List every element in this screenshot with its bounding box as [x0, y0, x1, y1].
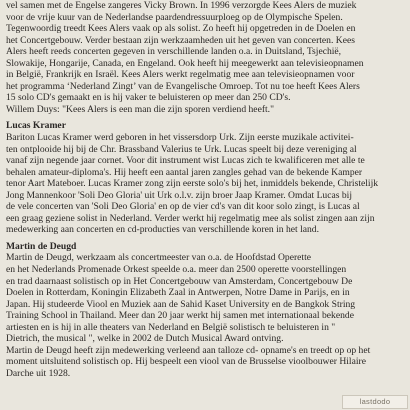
text-line: vel samen met de Engelse zangeres Vicky Brown. In 1996 verzorgde Kees Alers de muziek [6, 0, 357, 11]
text-line: 15 solo CD's gemaakt en is hij vaker te beluisteren op meer dan 250 CD's. [6, 92, 291, 104]
text-line: Martin de Deugd, werkzaam als concertmeester van o.a. de Hoofdstad Operette [6, 252, 312, 264]
text-line: Alers heeft reeds concerten gegeven in verschillende landen o.a. in Duitsland, Tsjechië, [6, 46, 342, 58]
section-martin-de-deugd [6, 241, 402, 380]
text-line: Doelen in Rotterdam, Koningin Elizabeth Zaal in Antwerpen, Notre Dame in Parijs, en in [6, 287, 350, 299]
text-line: behalen amateur-diploma's. Hij heeft een aantal jaren zangles gehad van de bekende Kamper [6, 166, 363, 178]
section-heading: Martin de Deugd [6, 240, 77, 252]
text-line: Martin de Deugd heeft zijn medewerking verleend aan talloze cd- opname's en treedt op op het [6, 344, 371, 356]
intro-paragraph [6, 0, 402, 115]
text-line: ten ontplooide hij bij de Chr. Brassband Valerius te Urk. Lucas speelt bij deze vereniging al [6, 143, 357, 155]
text-line: voor de vrije kuur van de Nederlandse paardendressuurploeg op de Olympische Spelen. [6, 11, 343, 23]
text-line: Dietrich, the musical ", welke in 2002 de Dutch Musical Award ontving. [6, 333, 284, 345]
text-line: Tegenwoordig treedt Kees Alers vaak op als solist. Zo heeft hij opgetreden in de Doelen en [6, 23, 356, 35]
text-line: Japan. Hij studeerde Viool en Muziek aan de Sahid Kaset University en de Bangkok String [6, 298, 356, 310]
text-line: vanaf zijn negende jaar cornet. Voor dit instrument wist Lucas zich te kwalificeren met alle te [6, 155, 365, 167]
text-line: moment uitsluitend solistisch op. Hij bespeelt een viool van de Brusselse vioolbouwer Hilaire [6, 356, 366, 368]
watermark-logo: lastdodo [342, 395, 408, 409]
text-line: tenor Aart Mateboer. Lucas Kramer zong zijn eerste solo's bij het, inmiddels bekende, Christelijk [6, 178, 379, 190]
text-line: Slowakije, Hongarije, Canada, en Engeland. Ook heeft hij meegewerkt aan televisieopnamen [6, 57, 364, 69]
quote-line: Willem Duys: "Kees Alers is een man die zijn sporen verdiend heeft." [6, 103, 275, 115]
text-line: artiesten en is hij in alle theaters van Nederland en België solistisch te beluisteren in " [6, 321, 336, 333]
section-heading: Lucas Kramer [6, 120, 66, 132]
text-line: het programma ‘Nederland Zingt’ van de Evangelische Omroep. Tot nu toe heeft Kees Alers [6, 80, 360, 92]
text-line: het Concertgebouw. Verder bestaan zijn werkzaamheden uit het geven van concerten. Kees [6, 34, 355, 46]
text-line: en het Nederlands Promenade Orkest speelde o.a. meer dan 2500 operette voorstellingen [6, 264, 347, 276]
document-text [6, 0, 402, 380]
text-line: Darche uit 1928. [6, 367, 71, 379]
text-line: een graag geziene solist in Nederland. Verder werkt hij regelmatig mee als solist zingen aan zijn [6, 212, 375, 224]
text-line: de vele concerten van 'Soli Deo Gloria' en op de vier cd's van dit koor solo zingt, is Lucas al [6, 201, 360, 213]
text-line: Bariton Lucas Kramer werd geboren in het vissersdorp Urk. Zijn eerste muzikale activitei- [6, 132, 354, 144]
text-line: Training School in Thailand. Meer dan 20 jaar werkt hij samen met internationaal bekende [6, 310, 354, 322]
text-line: en trad daarnaast solistisch op in Het Concertgebouw van Amsterdam, Concertgebouw De [6, 275, 353, 287]
text-line: Jong Mannenkoor 'Soli Deo Gloria' uit Urk o.l.v. zijn broer Jaap Kramer. Omdat Lucas bij [6, 189, 353, 201]
text-line: in België, Frankrijk en Israël. Kees Alers werkt regelmatig mee aan televisieopnamen voor [6, 69, 355, 81]
text-line: medewerking aan concerten en cd-producties van verschillende koren in het land. [6, 224, 320, 236]
section-lucas-kramer [6, 120, 402, 235]
